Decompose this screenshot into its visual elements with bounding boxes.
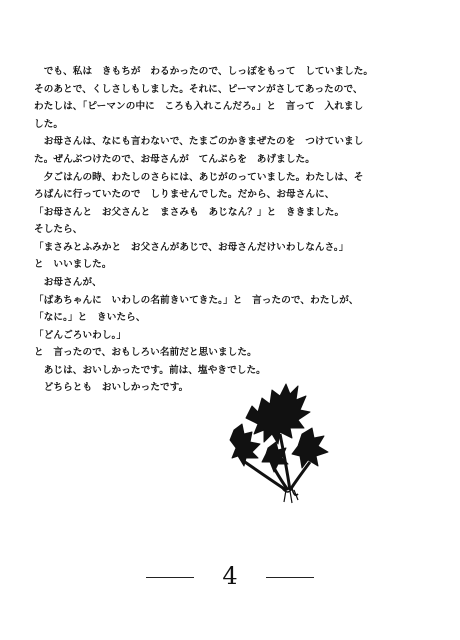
dash-right	[266, 577, 314, 578]
text-line: した。	[34, 119, 64, 130]
text-line: 「ばあちゃんに いわしの名前きいてきた。」と 言ったので、わたしが、	[34, 295, 359, 306]
text-line: そのあとで、くしさしもしました。それに、ピーマンがさしてあったので、	[34, 84, 363, 95]
text-line: と いいました。	[34, 259, 112, 270]
text-line: わたしは、「ピーマンの中に ころも入れこんだろ。」と 言って 入れまし	[34, 101, 364, 112]
page-number: 4	[222, 562, 238, 590]
text-line: お母さんは、なにも言わないで、たまごのかきまぜたのを つけていまし	[34, 136, 364, 147]
text-line: 「まさみとふみかと お父さんがあじで、お母さんだけいわしなんさ。」	[34, 242, 349, 253]
text-line: ろばんに行っていたので しりませんでした。だから、お母さんに、	[34, 189, 335, 200]
text-line: でも、私は きもちが わるかったので、しっぽをもって していました。	[34, 66, 374, 77]
text-line: あじは、おいしかったです。前は、塩やきでした。	[34, 365, 266, 376]
text-line: と 言ったので、おもしろい名前だと思いました。	[34, 347, 257, 358]
text-line: 「どんごろいわし。」	[34, 330, 127, 341]
vegetable-bunch-icon	[228, 378, 338, 506]
text-line: た。ぜんぶつけたので、お母さんが てんぷらを あげました。	[34, 154, 315, 165]
text-line: そしたら、	[34, 224, 83, 235]
text-line: 夕ごはんの時、わたしのさらには、あじがのっていました。わたしは、そ	[34, 172, 364, 183]
text-line: お母さんが、	[34, 277, 102, 288]
text-line: 「お母さんと お父さんと まさみも あじなん？」と ききました。	[34, 207, 345, 218]
text-line: 「なに。」と きいたら、	[34, 312, 146, 323]
page-number-footer	[140, 560, 320, 592]
text-line: どちらとも おいしかったです。	[34, 382, 189, 393]
